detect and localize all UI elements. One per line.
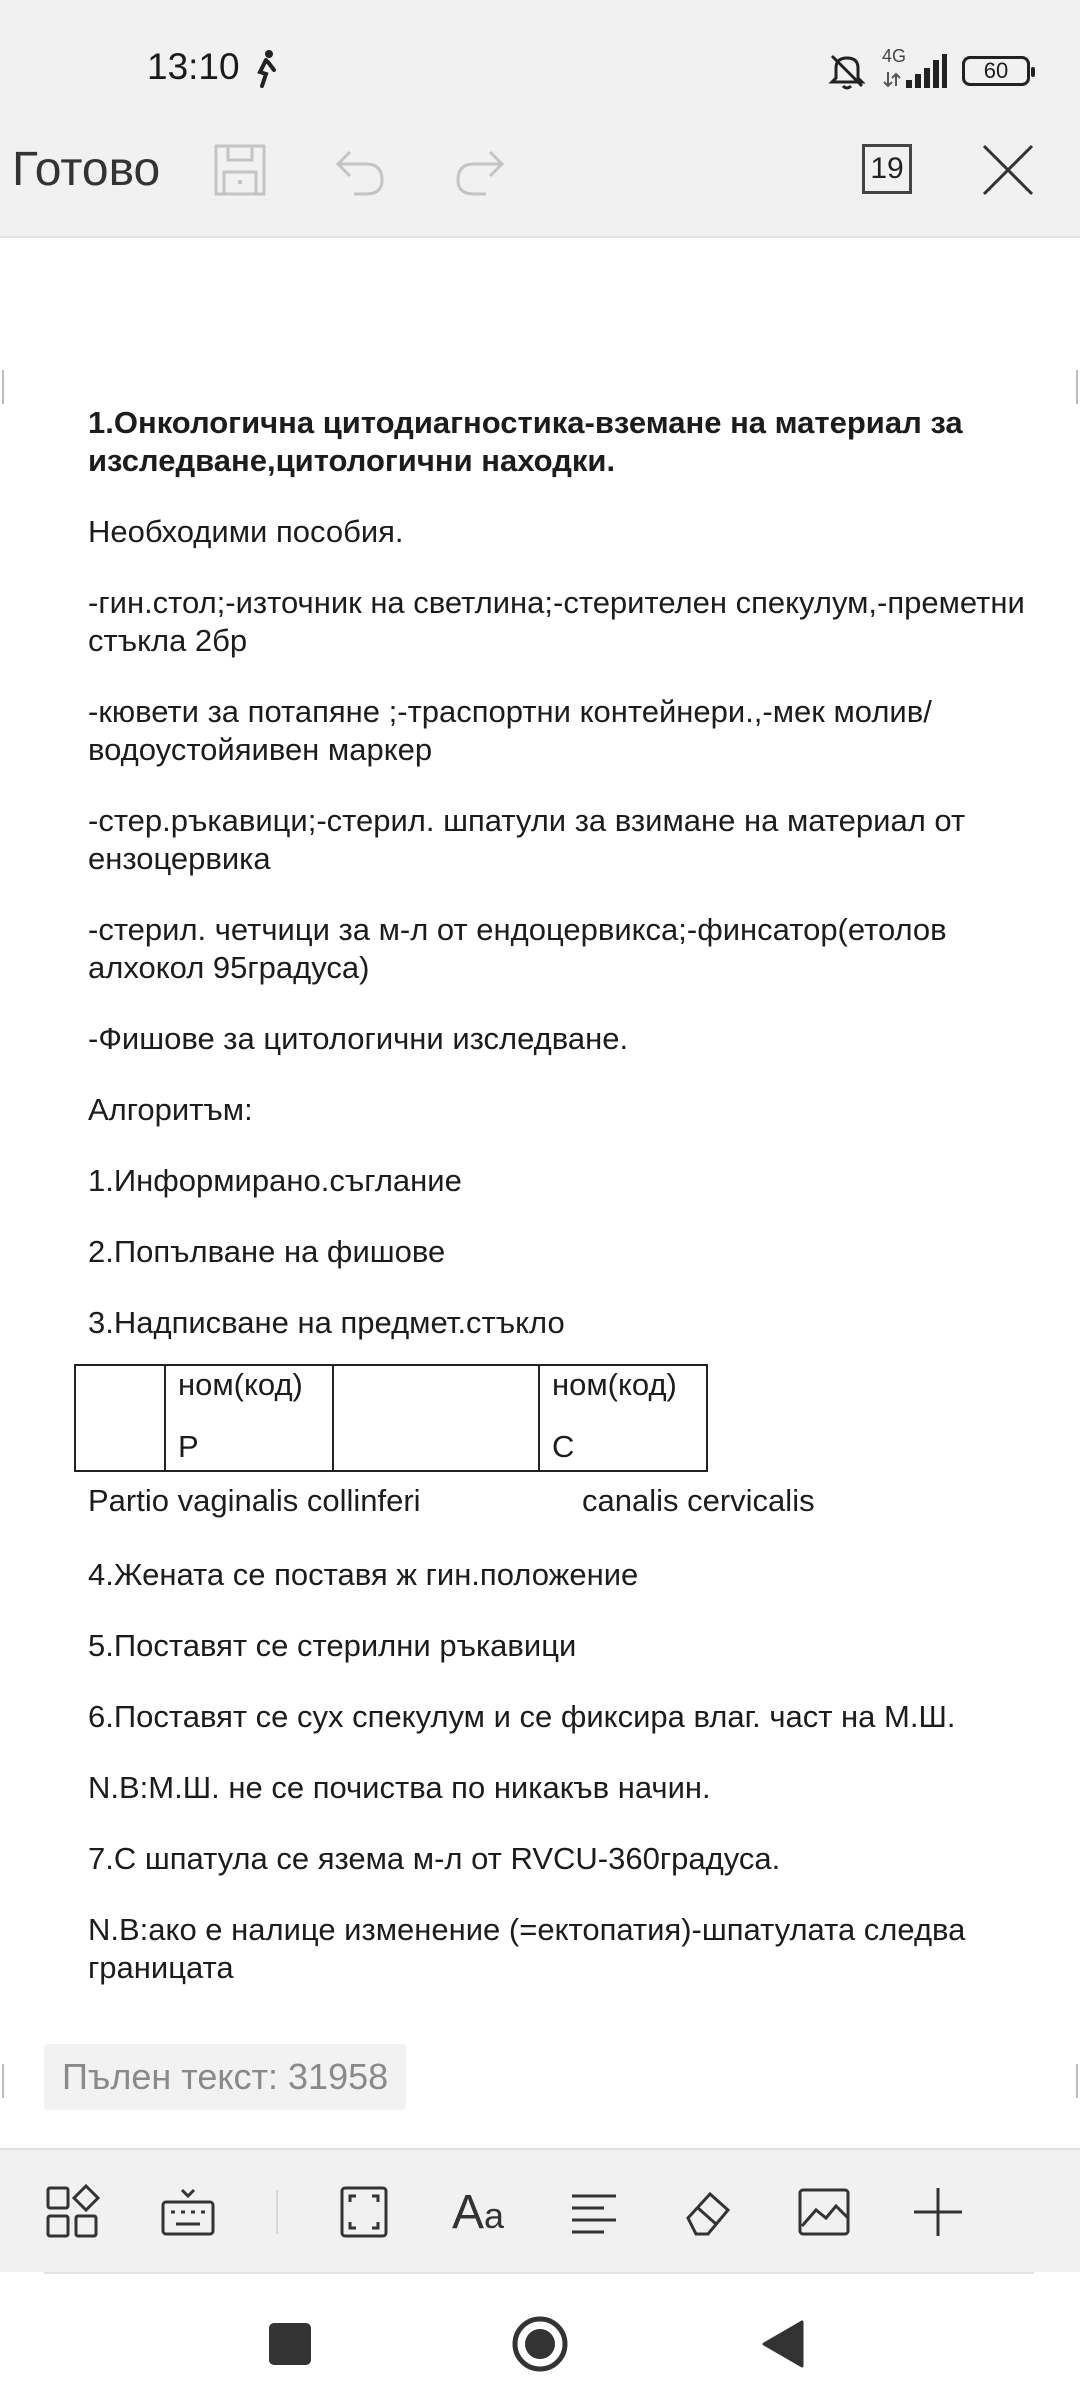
table-cell	[333, 1365, 539, 1471]
cell-text: ном(код)	[552, 1367, 677, 1402]
image-icon[interactable]	[792, 2180, 856, 2244]
page-edge-mark	[1076, 2064, 1078, 2098]
table-label: Partio vaginalis collinferi	[88, 1483, 421, 1518]
document-content	[88, 404, 1048, 2020]
table-cell	[75, 1365, 165, 1471]
bottom-toolbar	[0, 2148, 1080, 2272]
paragraph: -стер.ръкавици;-стерил. шпатули за взимане на материал от ензоцервика	[88, 803, 966, 876]
paragraph: 6.Поставят се сух спекулум и се фиксира влаг. част на М.Ш.	[88, 1699, 956, 1734]
done-button[interactable]: Готово	[12, 143, 161, 196]
undo-icon[interactable]	[330, 140, 390, 200]
status-time: 13:10	[147, 46, 240, 87]
paragraph: -Фишове за цитологични изследване.	[88, 1021, 629, 1056]
page-count: 19	[870, 152, 904, 185]
cell-text: ном(код)	[178, 1367, 303, 1402]
save-icon[interactable]	[210, 140, 270, 200]
table-cell	[539, 1365, 707, 1471]
navigation-bar	[0, 2272, 1080, 2400]
signal-icon	[882, 46, 948, 92]
paragraph: 5.Поставят се стерилни ръкавици	[88, 1628, 577, 1663]
paragraph: Необходими пособия.	[88, 514, 404, 549]
battery-icon	[962, 56, 1030, 86]
document-page[interactable]	[0, 238, 1080, 2148]
redo-icon[interactable]	[450, 140, 510, 200]
back-icon[interactable]	[756, 2316, 812, 2372]
toolbar-divider	[276, 2190, 278, 2234]
paragraph: 3.Надписване на предмет.стъкло	[88, 1305, 565, 1340]
page-count-icon[interactable]	[862, 144, 912, 194]
fullscreen-icon[interactable]	[332, 2180, 396, 2244]
close-icon[interactable]	[978, 140, 1038, 200]
paragraph: 7.С шпатула се язема м-л от RVCU-360градуса.	[88, 1841, 781, 1876]
plus-icon[interactable]	[906, 2180, 970, 2244]
apps-icon[interactable]	[40, 2180, 104, 2244]
cell-text: C	[552, 1429, 575, 1464]
keyboard-icon[interactable]	[156, 2180, 220, 2244]
paragraph: N.B:М.Ш. не се почиства по никакъв начин.	[88, 1770, 711, 1805]
text-format-icon[interactable]: Aa	[451, 2185, 505, 2239]
paragraph: -кювети за потапяне ;-траспортни контейнери.,-мек молив/водоустойяивен маркер	[88, 694, 932, 767]
battery-level: 60	[983, 58, 1009, 83]
eraser-icon[interactable]	[676, 2180, 740, 2244]
page-edge-mark	[2, 2064, 4, 2098]
page-edge-mark	[2, 370, 4, 404]
align-icon[interactable]	[562, 2180, 626, 2244]
document-heading: 1.Онкологична цитодиагностика-вземане на материал за изследване,цитологични находки.	[88, 405, 963, 478]
editor-toolbar	[0, 110, 1080, 238]
full-text-count[interactable]: Пълен текст: 31958	[44, 2044, 406, 2110]
paragraph: N.B:ако е налице изменение (=ектопатия)-шпатулата следва границата	[88, 1912, 966, 1985]
recent-apps-icon[interactable]	[264, 2318, 316, 2370]
paragraph: -гин.стол;-източник на светлина;-стерителен спекулум,-преметни стъкла 2бр	[88, 585, 1025, 658]
page-edge-mark	[1076, 370, 1078, 404]
paragraph: 2.Попълване на фишове	[88, 1234, 446, 1269]
walking-icon	[248, 48, 282, 88]
paragraph: -стерил. четчици за м-л от ендоцервикса;-финсатор(етолов алхокол 95градуса)	[88, 912, 947, 985]
table-cell	[165, 1365, 333, 1471]
status-bar	[0, 0, 1080, 110]
home-icon[interactable]	[510, 2314, 570, 2374]
cell-text: P	[178, 1429, 199, 1464]
table-labels	[88, 1482, 1048, 1526]
nav-divider	[44, 2272, 1034, 2274]
mute-vibrate-icon	[826, 50, 868, 92]
paragraph: 1.Информирано.съглание	[88, 1163, 462, 1198]
paragraph: Алгоритъм:	[88, 1092, 253, 1127]
network-type: 4G	[882, 46, 907, 66]
table-label: canalis cervicalis	[582, 1483, 815, 1518]
slide-label-table	[74, 1364, 708, 1472]
paragraph: 4.Жената се поставя ж гин.положение	[88, 1557, 639, 1592]
